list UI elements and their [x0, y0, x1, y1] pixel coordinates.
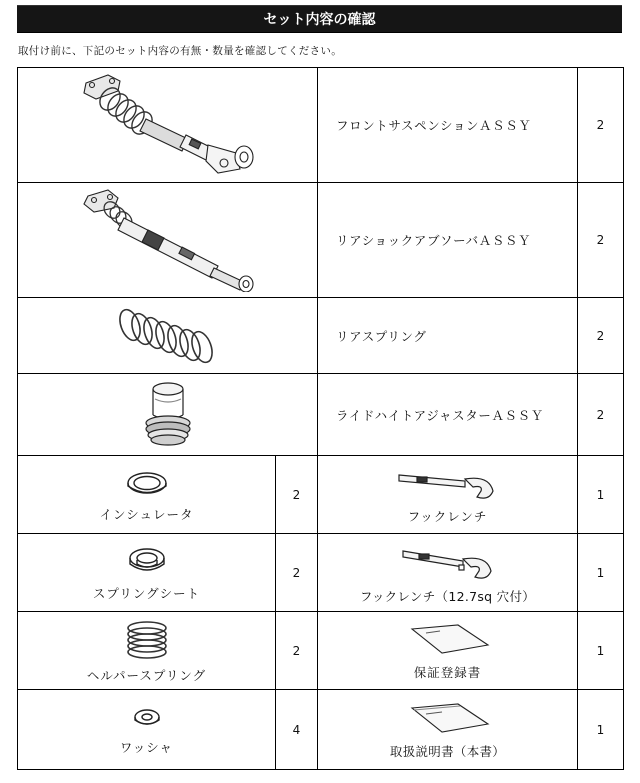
item-cell [318, 690, 578, 770]
manual-icon [398, 702, 498, 736]
item-quantity: 2 [578, 374, 624, 456]
item-quantity: 2 [276, 612, 318, 690]
insulator-icon [125, 469, 169, 499]
table-row [18, 612, 624, 690]
washer-icon [130, 706, 164, 732]
item-name: 取扱説明書（本書） [389, 743, 506, 759]
item-name: インシュレータ [99, 506, 194, 522]
rear-spring-icon [108, 301, 228, 367]
table-row [18, 68, 624, 183]
helper-spring-icon [122, 620, 172, 660]
item-name: 保証登録書 [413, 664, 482, 680]
item-name: リアスプリング [318, 298, 578, 374]
item-quantity: 2 [276, 534, 318, 612]
hook-wrench-icon [393, 467, 503, 501]
item-quantity: 2 [578, 298, 624, 374]
hook-wrench-holed-icon [393, 543, 503, 581]
item-name: ヘルパースプリング [86, 667, 207, 683]
item-quantity: 2 [276, 456, 318, 534]
item-quantity: 1 [578, 456, 624, 534]
rear-shock-absorber-icon [68, 184, 268, 292]
item-name: フックレンチ [407, 508, 488, 524]
item-quantity: 4 [276, 690, 318, 770]
intro-text: 取付け前に、下記のセット内容の有無・数量を確認してください。 [18, 45, 342, 57]
item-image-cell [18, 183, 318, 298]
table-row [18, 690, 624, 770]
table-row [18, 183, 624, 298]
item-name: フックレンチ（12.7sq 穴付） [359, 588, 536, 604]
item-name: リアショックアブソーバＡＳＳＹ [318, 183, 578, 298]
warranty-card-icon [398, 623, 498, 657]
item-name: ライドハイトアジャスターＡＳＳＹ [318, 374, 578, 456]
item-quantity: 2 [578, 183, 624, 298]
item-name: スプリングシート [92, 585, 201, 601]
item-cell [318, 612, 578, 690]
item-image-cell [18, 298, 318, 374]
spring-seat-icon [125, 546, 169, 578]
item-name: フロントサスペンションＡＳＳＹ [318, 68, 578, 183]
item-quantity: 1 [578, 612, 624, 690]
table-row [18, 298, 624, 374]
item-cell [18, 534, 276, 612]
ride-height-adjuster-icon [133, 377, 203, 449]
front-suspension-icon [68, 69, 268, 177]
table-row [18, 374, 624, 456]
item-image-cell [18, 374, 318, 456]
item-cell [18, 456, 276, 534]
item-image-cell [18, 68, 318, 183]
table-row [18, 534, 624, 612]
page-title: セット内容の確認 [17, 5, 622, 33]
item-name: ワッシャ [119, 739, 174, 755]
item-cell [318, 534, 578, 612]
table-row [18, 456, 624, 534]
item-cell [318, 456, 578, 534]
item-cell [18, 612, 276, 690]
item-cell [18, 690, 276, 770]
item-quantity: 1 [578, 690, 624, 770]
item-quantity: 1 [578, 534, 624, 612]
item-quantity: 2 [578, 68, 624, 183]
set-contents-table [17, 67, 624, 770]
